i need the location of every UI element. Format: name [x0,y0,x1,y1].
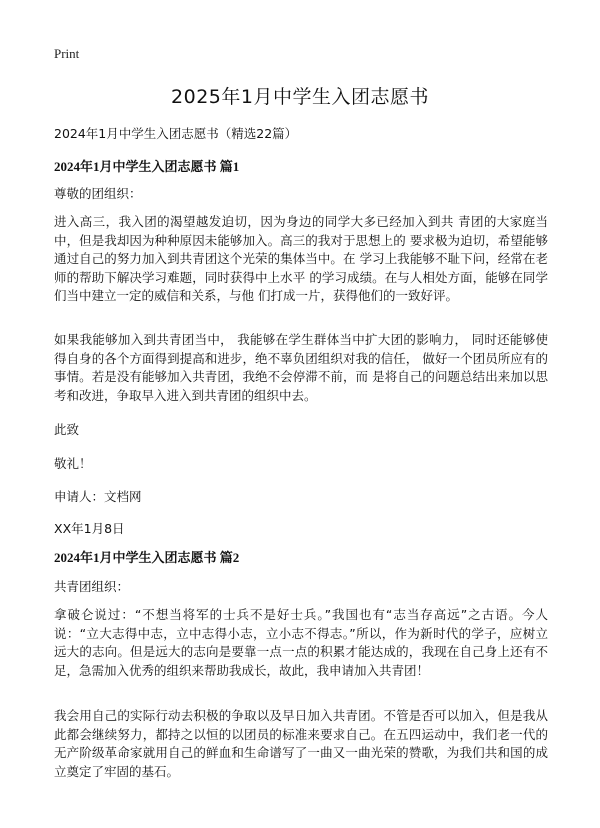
section-1-closing-2: 敬礼！ [54,456,92,471]
section-1-date: XX年1月8日 [54,521,125,536]
section-1-closing-1: 此致 [54,422,80,437]
section-1-salutation: 尊敬的团组织： [54,186,142,201]
section-2-heading: 2024年1月中学生入团志愿书 篇2 [54,550,240,565]
section-2-paragraph-2: 我会用自己的实际行动去积极的争取以及早日加入共青团。不管是否可以加入，但是我从此都会继续努力，都持之以恒的以团员的标准来要求自己。在五四运动中，我们老一代的无产阶级革命家就用自己的鲜血和生命谱写了一曲又一曲光荣的赞歌，为我们共和国的成立奠定了牢固的基石。 [54,708,548,779]
document-subtitle: 2024年1月中学生入团志愿书（精选22篇） [54,126,298,141]
section-1-heading: 2024年1月中学生入团志愿书 篇1 [54,159,240,174]
page-title: 2025年1月中学生入团志愿书 [171,86,429,108]
section-1-paragraph-2: 如果我能够加入到共青团当中， 我能够在学生群体当中扩大团的影响力， 同时还能够使得自身的各个方面得到提高和进步，绝不辜负团组织对我的信任， 做好一个团员所应有的事情。若是没有能够加入共青团，我绝不会停滞不前，而 是将自己的问题总结出来加以思考和改进，争取早入进入到共青团的组织中去。 [54,332,548,403]
section-2-salutation: 共青团组织： [54,579,130,594]
section-1-applicant: 申请人：文档网 [54,489,142,504]
section-2-paragraph-1: 拿破仑说过：“不想当将军的士兵不是好士兵。”我国也有“志当存高远”之古语。今人说：“立大志得中志，立中志得小志，立小志不得志。”所以，作为新时代的学子，应树立远大的志向。但是远大的志向是要靠一点一点的积累才能达成的，我现在自己身上还有不足，急需加入优秀的组织来帮助我成长，故此，我申请加入共青团！ [54,607,548,678]
section-1-paragraph-1: 进入高三，我入团的渴望越发迫切，因为身边的同学大多已经加入到共 青团的大家庭当中，但是我却因为种种原因未能够加入。高三的我对于思想上的 要求极为迫切，希望能够通过自己的努力加入到共青团这个光荣的集体当中。在 学习上我能够不耻下问，经常在老师的帮助下解决学习难题，同时获得中上水平 的学习成绩。在与人相处方面，能够在同学们当中建立一定的威信和关系，与他 们打成一片，获得他们的一致好评。 [54,214,548,303]
print-label[interactable]: Print [54,46,80,61]
